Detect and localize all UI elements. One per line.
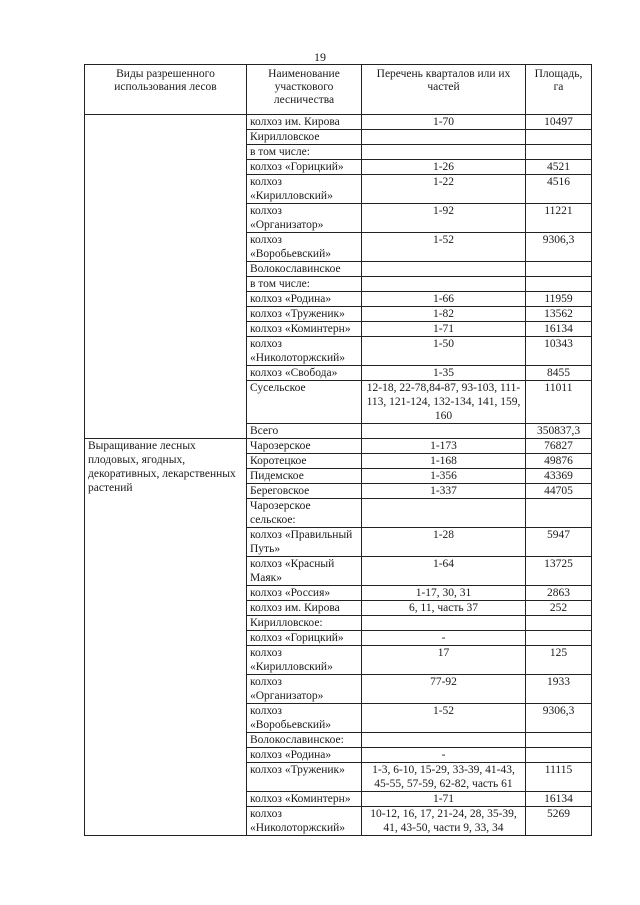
quarters-cell: 1-70 <box>362 115 526 130</box>
forestry-name-cell: колхоз «Организатор» <box>247 204 362 233</box>
quarters-cell <box>362 499 526 528</box>
quarters-cell: 1-337 <box>362 484 526 499</box>
forestry-name-cell: Волокославинское <box>247 262 362 277</box>
area-cell: 4521 <box>526 160 592 175</box>
quarters-cell: 1-52 <box>362 233 526 262</box>
forestry-name-cell: Пидемское <box>247 469 362 484</box>
quarters-cell: 6, 11, часть 37 <box>362 601 526 616</box>
quarters-cell: 10-12, 16, 17, 21-24, 28, 35-39, 41, 43-50, части 9, 33, 34 <box>362 807 526 836</box>
quarters-cell: 1-356 <box>362 469 526 484</box>
forestry-name-cell: колхоз «Коминтерн» <box>247 322 362 337</box>
forestry-name-cell: колхоз «Кирилловский» <box>247 175 362 204</box>
forestry-name-cell: колхоз «Горицкий» <box>247 631 362 646</box>
quarters-cell: 1-52 <box>362 704 526 733</box>
forestry-name-cell: колхоз «Родина» <box>247 748 362 763</box>
forestry-name-cell: колхоз «Николоторжский» <box>247 807 362 836</box>
quarters-cell: - <box>362 748 526 763</box>
area-cell <box>526 262 592 277</box>
area-cell: 44705 <box>526 484 592 499</box>
area-cell: 8455 <box>526 366 592 381</box>
area-cell: 10343 <box>526 337 592 366</box>
forestry-name-cell: Всего <box>247 424 362 439</box>
area-cell: 4516 <box>526 175 592 204</box>
forestry-name-cell: Сусельское <box>247 381 362 424</box>
forestry-name-cell: колхоз «Родина» <box>247 292 362 307</box>
area-cell: 10497 <box>526 115 592 130</box>
area-cell <box>526 748 592 763</box>
area-cell: 252 <box>526 601 592 616</box>
area-cell: 43369 <box>526 469 592 484</box>
forestry-name-cell: колхоз «Труженик» <box>247 763 362 792</box>
forestry-name-cell: Волокославинское: <box>247 733 362 748</box>
forestry-name-cell: Коротецкое <box>247 454 362 469</box>
quarters-cell <box>362 277 526 292</box>
area-cell: 11221 <box>526 204 592 233</box>
forestry-name-cell: колхоз «Свобода» <box>247 366 362 381</box>
use-type-cell: Выращивание лесных плодовых, ягодных, декоративных, лекарственных растений <box>85 439 247 836</box>
forestry-name-cell: колхоз «Горицкий» <box>247 160 362 175</box>
area-cell: 11959 <box>526 292 592 307</box>
page-number: 19 <box>314 50 326 64</box>
quarters-cell <box>362 262 526 277</box>
quarters-cell <box>362 145 526 160</box>
header-area: Площадь, га <box>526 65 592 115</box>
use-type-cell <box>85 115 247 439</box>
forestry-name-cell: колхоз «Организатор» <box>247 675 362 704</box>
forestry-name-cell: колхоз «Россия» <box>247 586 362 601</box>
area-cell: 13562 <box>526 307 592 322</box>
quarters-cell: 1-26 <box>362 160 526 175</box>
forestry-name-cell: колхоз «Труженик» <box>247 307 362 322</box>
forestry-name-cell: Кирилловское <box>247 130 362 145</box>
forestry-name-cell: колхоз им. Кирова <box>247 115 362 130</box>
quarters-cell: 1-64 <box>362 557 526 586</box>
forestry-name-cell: колхоз им. Кирова <box>247 601 362 616</box>
header-use: Виды разрешенного использования лесов <box>85 65 247 115</box>
quarters-cell: 1-22 <box>362 175 526 204</box>
area-cell: 1933 <box>526 675 592 704</box>
forestry-name-cell: в том числе: <box>247 145 362 160</box>
forestry-name-cell: Кирилловское: <box>247 616 362 631</box>
quarters-cell <box>362 130 526 145</box>
quarters-cell: 1-50 <box>362 337 526 366</box>
forestry-name-cell: колхоз «Воробьевский» <box>247 233 362 262</box>
quarters-cell <box>362 733 526 748</box>
area-cell: 49876 <box>526 454 592 469</box>
area-cell: 5269 <box>526 807 592 836</box>
area-cell <box>526 616 592 631</box>
area-cell: 2863 <box>526 586 592 601</box>
header-forestry: Наименование участкового лесничества <box>247 65 362 115</box>
area-cell: 9306,3 <box>526 233 592 262</box>
area-cell: 125 <box>526 646 592 675</box>
area-cell: 11115 <box>526 763 592 792</box>
forestry-name-cell: колхоз «Коминтерн» <box>247 792 362 807</box>
forest-use-table <box>84 64 592 836</box>
quarters-cell: 1-92 <box>362 204 526 233</box>
quarters-cell: 1-17, 30, 31 <box>362 586 526 601</box>
table-row <box>85 115 592 130</box>
area-cell <box>526 733 592 748</box>
header-quarters: Перечень кварталов или их частей <box>362 65 526 115</box>
area-cell: 16134 <box>526 792 592 807</box>
table-header-row <box>85 65 592 115</box>
area-cell: 9306,3 <box>526 704 592 733</box>
area-cell: 13725 <box>526 557 592 586</box>
area-cell <box>526 499 592 528</box>
quarters-cell: - <box>362 631 526 646</box>
quarters-cell: 1-168 <box>362 454 526 469</box>
area-cell: 11011 <box>526 381 592 424</box>
area-cell <box>526 130 592 145</box>
table-body <box>85 115 592 836</box>
quarters-cell: 1-71 <box>362 792 526 807</box>
forestry-name-cell: колхоз «Правильный Путь» <box>247 528 362 557</box>
forestry-name-cell: колхоз «Николоторжский» <box>247 337 362 366</box>
area-cell <box>526 277 592 292</box>
forestry-name-cell: в том числе: <box>247 277 362 292</box>
quarters-cell <box>362 424 526 439</box>
quarters-cell: 1-35 <box>362 366 526 381</box>
quarters-cell: 1-71 <box>362 322 526 337</box>
area-cell: 76827 <box>526 439 592 454</box>
quarters-cell <box>362 616 526 631</box>
area-cell: 350837,3 <box>526 424 592 439</box>
area-cell: 16134 <box>526 322 592 337</box>
forestry-name-cell: Чарозерское <box>247 439 362 454</box>
quarters-cell: 1-82 <box>362 307 526 322</box>
forestry-name-cell: колхоз «Красный Маяк» <box>247 557 362 586</box>
quarters-cell: 1-173 <box>362 439 526 454</box>
quarters-cell: 17 <box>362 646 526 675</box>
forestry-name-cell: Береговское <box>247 484 362 499</box>
area-cell <box>526 145 592 160</box>
area-cell <box>526 631 592 646</box>
quarters-cell: 1-3, 6-10, 15-29, 33-39, 41-43, 45-55, 57-59, 62-82, часть 61 <box>362 763 526 792</box>
quarters-cell: 12-18, 22-78,84-87, 93-103, 111-113, 121-124, 132-134, 141, 159, 160 <box>362 381 526 424</box>
forestry-name-cell: колхоз «Кирилловский» <box>247 646 362 675</box>
quarters-cell: 1-66 <box>362 292 526 307</box>
forestry-name-cell: Чарозерское сельское: <box>247 499 362 528</box>
table-row <box>85 439 592 454</box>
quarters-cell: 77-92 <box>362 675 526 704</box>
area-cell: 5947 <box>526 528 592 557</box>
quarters-cell: 1-28 <box>362 528 526 557</box>
forestry-name-cell: колхоз «Воробьевский» <box>247 704 362 733</box>
